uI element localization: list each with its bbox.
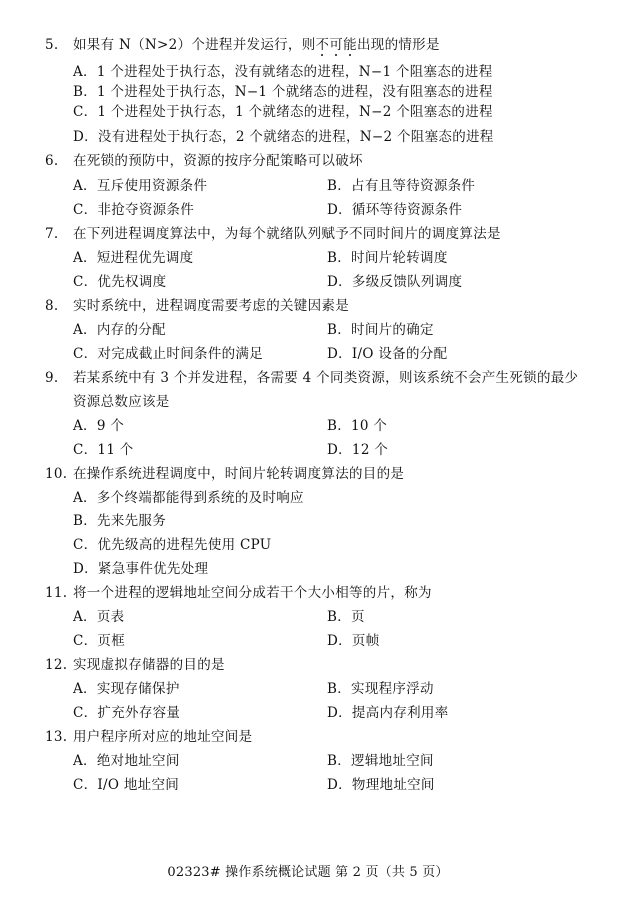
option-c: C．11 个 bbox=[73, 442, 134, 458]
option-c: C．优先级高的进程先使用 CPU bbox=[73, 537, 272, 553]
question-number: 7. bbox=[45, 226, 59, 242]
question-text: 在操作系统进程调度中，时间片轮转调度算法的目的是 bbox=[73, 466, 405, 482]
question-5 bbox=[0, 36, 630, 54]
option-c: C．非抢夺资源条件 bbox=[73, 202, 195, 218]
question-text: 用户程序所对应的地址空间是 bbox=[73, 729, 253, 745]
option-c: C．优先权调度 bbox=[73, 274, 167, 290]
option-a: A．绝对地址空间 bbox=[73, 753, 180, 769]
option-a: A．多个终端都能得到系统的及时响应 bbox=[73, 490, 304, 506]
option-d: D．页帧 bbox=[327, 633, 380, 649]
question-text: 若某系统中有 3 个并发进程，各需要 4 个同类资源，则该系统不会产生死锁的最少 bbox=[73, 370, 579, 386]
option-b: B．占有且等待资源条件 bbox=[327, 178, 476, 194]
question-text-line2: 资源总数应该是 bbox=[73, 394, 170, 410]
option-b: B．页 bbox=[327, 609, 365, 625]
option-d: D．紧急事件优先处理 bbox=[73, 561, 209, 577]
question-number: 5. bbox=[45, 37, 59, 53]
option-a: A．1 个进程处于执行态，没有就绪态的进程，N−1 个阻塞态的进程 bbox=[73, 64, 493, 80]
option-d: D．多级反馈队列调度 bbox=[327, 274, 463, 290]
question-number: 10. bbox=[45, 466, 68, 482]
option-d: D．I/O 设备的分配 bbox=[327, 346, 448, 362]
page-footer: 02323# 操作系统概论试题 第 2 页（共 5 页） bbox=[167, 865, 449, 880]
question-text: 在下列进程调度算法中，为每个就绪队列赋予不同时间片的调度算法是 bbox=[73, 226, 501, 242]
option-d: D．物理地址空间 bbox=[327, 777, 435, 793]
option-c: C．1 个进程处于执行态，1 个就绪态的进程，N−2 个阻塞态的进程 bbox=[73, 104, 493, 120]
question-number: 6. bbox=[45, 153, 59, 169]
question-number: 8. bbox=[45, 298, 59, 314]
question-number: 9. bbox=[45, 370, 59, 386]
option-d: D．12 个 bbox=[327, 442, 389, 458]
question-number: 12. bbox=[45, 657, 68, 673]
option-a: A．内存的分配 bbox=[73, 322, 166, 338]
option-b: B．实现程序浮动 bbox=[327, 681, 434, 697]
option-b: B．先来先服务 bbox=[73, 513, 167, 529]
emphasis-char: 可 bbox=[329, 37, 343, 53]
option-c: C．I/O 地址空间 bbox=[73, 777, 180, 793]
option-a: A．实现存储保护 bbox=[73, 681, 180, 697]
question-number: 13. bbox=[45, 729, 68, 745]
option-d: D．提高内存利用率 bbox=[327, 705, 449, 721]
option-b: B．时间片轮转调度 bbox=[327, 250, 448, 266]
option-d: D．没有进程处于执行态，2 个就绪态的进程，N−2 个阻塞态的进程 bbox=[73, 129, 494, 145]
question-text: 如果有 N（N>2）个进程并发运行，则不 可 能 出现的情形是 bbox=[73, 36, 440, 54]
question-number: 11. bbox=[45, 585, 68, 601]
option-a: A．短进程优先调度 bbox=[73, 250, 194, 266]
option-b: B．逻辑地址空间 bbox=[327, 753, 434, 769]
option-c: C．页框 bbox=[73, 633, 126, 649]
question-text: 实现虚拟存储器的目的是 bbox=[73, 657, 225, 673]
question-text: 实时系统中，进程调度需要考虑的关键因素是 bbox=[73, 298, 349, 314]
option-a: A．互斥使用资源条件 bbox=[73, 178, 208, 194]
option-d: D．循环等待资源条件 bbox=[327, 202, 463, 218]
option-a: A．页表 bbox=[73, 609, 125, 625]
option-b: B．1 个进程处于执行态，N−1 个就绪态的进程，没有阻塞态的进程 bbox=[73, 84, 493, 100]
question-text: 在死锁的预防中，资源的按序分配策略可以破坏 bbox=[73, 153, 363, 169]
option-a: A．9 个 bbox=[73, 418, 125, 434]
emphasis-char: 不 bbox=[316, 37, 330, 53]
emphasis-char: 能 bbox=[343, 37, 357, 53]
option-c: C．扩充外存容量 bbox=[73, 705, 181, 721]
question-text: 将一个进程的逻辑地址空间分成若干个大小相等的片，称为 bbox=[73, 585, 432, 601]
option-c: C．对完成截止时间条件的满足 bbox=[73, 346, 264, 362]
option-b: B．时间片的确定 bbox=[327, 322, 434, 338]
option-b: B．10 个 bbox=[327, 418, 388, 434]
